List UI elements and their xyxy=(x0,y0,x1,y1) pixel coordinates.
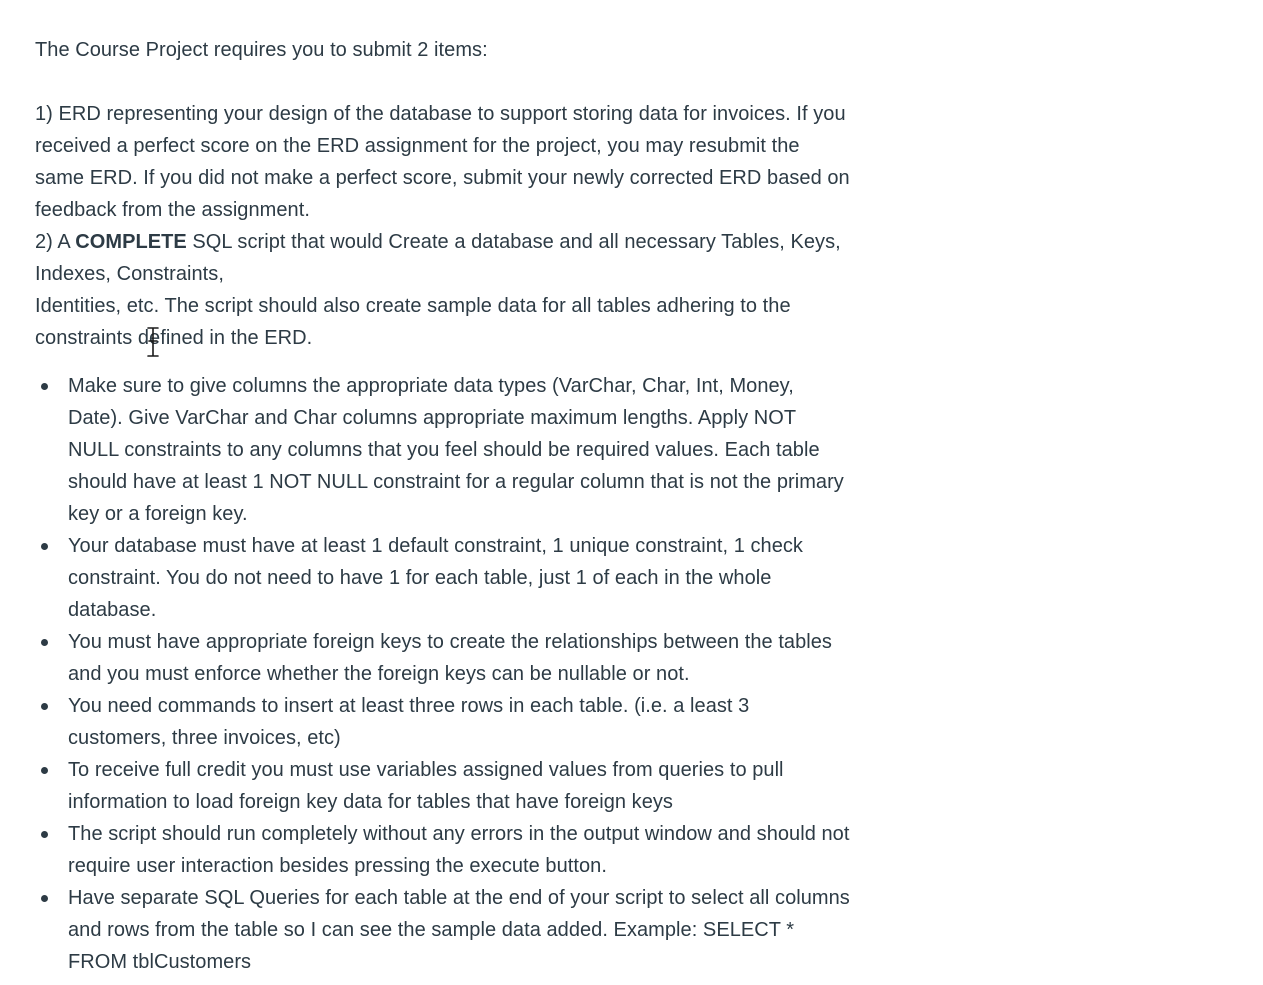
text-cursor-icon xyxy=(146,327,160,357)
item-sql-bold: COMPLETE xyxy=(75,231,187,253)
item-sql-prefix: 2) A xyxy=(35,231,76,253)
item-sql-rest: SQL script that would Create a database and all necessary Tables, Keys, Indexes, Constraints, xyxy=(35,231,841,285)
requirements-list xyxy=(35,370,850,978)
item-sql-continued: Identities, etc. The script should also create sample data for all tables adhering to the constraints defined in the ERD. xyxy=(35,295,791,349)
list-item: Make sure to give columns the appropriate data types (VarChar, Char, Int, Money, Date). Give VarChar and Char columns appropriate maximum lengths. Apply NOT NULL constraints to any columns that you feel should be required values. Each table should have at least 1 NOT NULL constraint for a regular column that is not the primary key or a foreign key. xyxy=(68,370,850,530)
item-sql-script xyxy=(35,226,850,290)
list-item: The script should run completely without any errors in the output window and should not require user interaction besides pressing the execute button. xyxy=(68,818,850,882)
list-item: You need commands to insert at least three rows in each table. (i.e. a least 3 customers, three invoices, etc) xyxy=(68,690,850,754)
assignment-description xyxy=(35,34,850,978)
list-item: Your database must have at least 1 default constraint, 1 unique constraint, 1 check constraint. You do not need to have 1 for each table, just 1 of each in the whole database. xyxy=(68,530,850,626)
intro-text: The Course Project requires you to submit 2 items: xyxy=(35,39,488,61)
list-item: Have separate SQL Queries for each table at the end of your script to select all columns and rows from the table so I can see the sample data added. Example: SELECT * FROM tblCustomers xyxy=(68,882,850,978)
item-erd: 1) ERD representing your design of the database to support storing data for invoices. If you received a perfect score on the ERD assignment for the project, you may resubmit the same ERD. If you did not make a perfect score, submit your newly corrected ERD based on feedback from the assignment. xyxy=(35,103,850,221)
list-item: You must have appropriate foreign keys to create the relationships between the tables and you must enforce whether the foreign keys can be nullable or not. xyxy=(68,626,850,690)
list-item: To receive full credit you must use variables assigned values from queries to pull information to load foreign key data for tables that have foreign keys xyxy=(68,754,850,818)
